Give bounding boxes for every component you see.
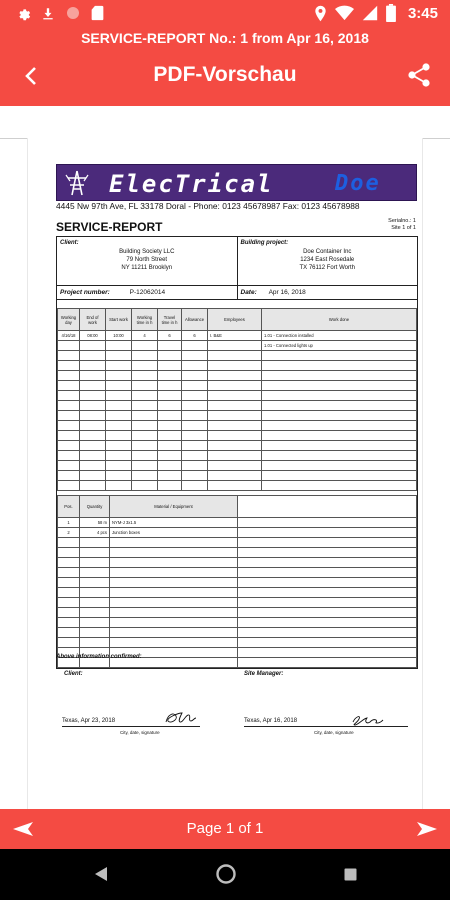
table-cell — [110, 548, 238, 558]
table-cell — [58, 461, 80, 471]
table-cell — [132, 401, 158, 411]
empty-table-row — [58, 381, 417, 391]
table-cell — [58, 598, 80, 608]
empty-table-row — [58, 461, 417, 471]
table-cell: Junction boxes — [110, 528, 238, 538]
serial-info — [388, 218, 416, 232]
table-cell — [110, 558, 238, 568]
arrow-right-icon — [416, 821, 438, 837]
work-header: Working time in h — [132, 309, 158, 331]
table-cell — [58, 411, 80, 421]
table-cell — [80, 461, 106, 471]
work-table-body — [58, 331, 417, 491]
table-cell — [262, 481, 417, 491]
work-table — [57, 308, 417, 491]
empty-table-row — [58, 588, 417, 598]
table-cell — [262, 371, 417, 381]
client-signature — [160, 708, 204, 728]
table-cell — [110, 608, 238, 618]
material-header: Pos. — [58, 496, 80, 518]
table-cell — [262, 361, 417, 371]
table-cell — [110, 638, 238, 648]
table-cell — [238, 598, 417, 608]
work-header: Travel time in h — [158, 309, 182, 331]
table-cell — [208, 371, 262, 381]
empty-table-row — [58, 471, 417, 481]
table-cell — [80, 618, 110, 628]
company-logo — [56, 164, 417, 201]
table-cell — [158, 441, 182, 451]
table-cell — [182, 371, 208, 381]
empty-table-row — [58, 391, 417, 401]
table-cell — [80, 628, 110, 638]
table-cell — [110, 598, 238, 608]
empty-table-row — [58, 568, 417, 578]
table-cell — [158, 371, 182, 381]
table-cell — [58, 618, 80, 628]
table-cell — [208, 401, 262, 411]
work-header: End of work — [80, 309, 106, 331]
table-cell — [106, 471, 132, 481]
table-cell — [182, 471, 208, 481]
table-cell — [262, 441, 417, 451]
table-cell — [182, 391, 208, 401]
table-cell — [262, 421, 417, 431]
empty-table-row — [58, 431, 417, 441]
table-cell: 6 — [158, 331, 182, 341]
table-cell — [106, 481, 132, 491]
table-cell — [182, 361, 208, 371]
empty-table-row — [58, 361, 417, 371]
table-cell — [80, 371, 106, 381]
table-cell — [58, 391, 80, 401]
table-cell — [158, 451, 182, 461]
table-cell — [158, 471, 182, 481]
table-cell — [132, 421, 158, 431]
table-cell — [58, 568, 80, 578]
confirmation-text: Above information confirmed: — [56, 654, 142, 660]
work-header: Working day — [58, 309, 80, 331]
date-label: Date: — [240, 289, 257, 296]
table-cell: 6 — [182, 331, 208, 341]
record-icon — [65, 5, 81, 21]
empty-table-row — [58, 628, 417, 638]
table-cell — [58, 381, 80, 391]
empty-table-row — [58, 548, 417, 558]
location-icon — [314, 5, 327, 22]
table-cell — [238, 578, 417, 588]
table-cell — [208, 421, 262, 431]
table-cell — [208, 341, 262, 351]
table-cell — [58, 538, 80, 548]
table-cell — [106, 461, 132, 471]
manager-signature-line — [244, 726, 408, 727]
table-cell — [262, 461, 417, 471]
next-page-button[interactable] — [416, 821, 438, 837]
electrical-tower-icon — [63, 169, 91, 197]
empty-table-row — [58, 411, 417, 421]
table-cell — [182, 461, 208, 471]
table-cell — [238, 568, 417, 578]
table-cell — [80, 391, 106, 401]
download-icon — [41, 6, 55, 21]
table-cell — [80, 538, 110, 548]
table-cell — [58, 578, 80, 588]
table-cell — [58, 638, 80, 648]
wifi-icon — [335, 5, 354, 21]
empty-table-row — [58, 351, 417, 361]
project-line: TX 76112 Fort Worth — [299, 265, 355, 271]
empty-table-row — [58, 481, 417, 491]
table-cell: 08:00 — [80, 331, 106, 341]
table-cell — [80, 421, 106, 431]
empty-table-row — [58, 451, 417, 461]
pdf-page — [27, 138, 423, 809]
client-label: Client: — [60, 240, 79, 246]
material-header: Quantity — [80, 496, 110, 518]
table-cell — [106, 411, 132, 421]
project-number-cell — [57, 286, 237, 299]
table-cell: I. B&E — [208, 331, 262, 341]
nav-recent-icon[interactable] — [344, 868, 357, 881]
empty-table-row — [58, 401, 417, 411]
client-address — [57, 248, 237, 272]
date-value: Apr 16, 2018 — [268, 289, 306, 296]
empty-table-row — [58, 371, 417, 381]
logo-text-accent: Doe — [335, 171, 381, 196]
table-cell — [182, 381, 208, 391]
project-cell — [237, 237, 418, 285]
table-cell — [132, 441, 158, 451]
table-cell — [110, 628, 238, 638]
status-icons-left — [16, 5, 104, 21]
work-header: Employees — [208, 309, 262, 331]
table-cell — [238, 528, 417, 538]
table-cell — [182, 441, 208, 451]
table-cell — [106, 341, 132, 351]
table-cell — [58, 421, 80, 431]
client-line: Building Society LLC — [119, 249, 175, 255]
table-cell — [208, 481, 262, 491]
table-cell — [208, 471, 262, 481]
client-sign-caption: City, date, signature — [120, 730, 160, 735]
page-navigation-bar — [0, 809, 450, 849]
manager-sign-date: Texas, Apr 16, 2018 — [244, 718, 298, 724]
battery-icon — [386, 4, 396, 22]
table-cell — [80, 548, 110, 558]
table-cell — [262, 391, 417, 401]
table-cell — [58, 441, 80, 451]
table-cell — [262, 451, 417, 461]
project-line: Doe Container Inc — [303, 249, 352, 255]
table-cell — [132, 431, 158, 441]
table-cell — [80, 431, 106, 441]
table-cell — [58, 588, 80, 598]
table-cell — [208, 451, 262, 461]
table-cell — [158, 411, 182, 421]
table-cell — [132, 361, 158, 371]
table-cell — [238, 608, 417, 618]
table-cell — [158, 361, 182, 371]
table-cell — [262, 411, 417, 421]
table-cell — [80, 411, 106, 421]
sd-card-icon — [91, 5, 104, 21]
table-cell — [262, 401, 417, 411]
pdf-viewer[interactable] — [0, 106, 450, 809]
table-cell — [132, 481, 158, 491]
table-cell — [208, 461, 262, 471]
table-cell — [132, 371, 158, 381]
table-cell — [182, 481, 208, 491]
table-cell — [238, 658, 417, 668]
serial-number: Serialno.: 1 — [388, 218, 416, 224]
project-label: Building project: — [240, 240, 289, 246]
table-cell — [80, 401, 106, 411]
table-cell — [80, 588, 110, 598]
table-cell — [58, 451, 80, 461]
table-cell — [158, 391, 182, 401]
table-cell: 4 pcs — [80, 528, 110, 538]
table-cell — [80, 481, 106, 491]
empty-table-row — [58, 558, 417, 568]
table-cell — [110, 588, 238, 598]
table-cell — [262, 431, 417, 441]
site-manager-label: Site Manager: — [244, 671, 284, 677]
table-cell — [58, 481, 80, 491]
table-cell: 2 — [58, 528, 80, 538]
empty-table-row — [58, 598, 417, 608]
table-cell — [80, 351, 106, 361]
share-button[interactable] — [405, 61, 433, 89]
table-cell — [208, 391, 262, 401]
client-signature-line — [62, 726, 200, 727]
table-cell — [106, 431, 132, 441]
table-cell — [106, 441, 132, 451]
table-cell — [208, 441, 262, 451]
report-subtitle: SERVICE-REPORT No.: 1 from Apr 16, 2018 — [81, 30, 369, 46]
status-icons-right — [314, 4, 438, 22]
table-cell — [80, 471, 106, 481]
table-cell — [158, 421, 182, 431]
project-number-label: Project number: — [60, 289, 110, 296]
table-cell — [106, 381, 132, 391]
table-cell — [132, 351, 158, 361]
table-cell: 10:00 — [106, 331, 132, 341]
share-icon — [405, 61, 433, 89]
address-row — [57, 237, 417, 286]
material-header-blank — [238, 496, 417, 518]
table-cell — [58, 558, 80, 568]
table-cell — [182, 411, 208, 421]
client-cell — [57, 237, 237, 285]
table-cell — [80, 361, 106, 371]
table-row — [58, 331, 417, 341]
material-table-body — [58, 518, 417, 668]
table-cell — [80, 558, 110, 568]
table-cell — [58, 401, 80, 411]
table-cell — [238, 538, 417, 548]
table-cell — [58, 608, 80, 618]
table-cell — [132, 451, 158, 461]
table-cell — [158, 481, 182, 491]
table-cell — [132, 391, 158, 401]
table-cell: 1 — [58, 518, 80, 528]
table-row — [58, 518, 417, 528]
table-cell — [110, 538, 238, 548]
signal-icon — [362, 5, 378, 21]
table-cell — [158, 381, 182, 391]
table-cell — [158, 461, 182, 471]
table-cell — [58, 471, 80, 481]
empty-table-row — [58, 578, 417, 588]
report-grid — [56, 236, 418, 669]
empty-table-row — [58, 638, 417, 648]
table-cell — [238, 558, 417, 568]
table-cell: NYM-J 3x1.5 — [110, 518, 238, 528]
empty-table-row — [58, 441, 417, 451]
table-cell — [132, 461, 158, 471]
work-header: Work done — [262, 309, 417, 331]
empty-table-row — [58, 421, 417, 431]
project-number-row — [57, 286, 417, 300]
table-cell: 58 m — [80, 518, 110, 528]
table-cell — [80, 441, 106, 451]
client-line: 79 North Street — [126, 257, 168, 263]
table-cell — [238, 638, 417, 648]
table-cell — [208, 381, 262, 391]
table-cell — [158, 351, 182, 361]
table-cell — [106, 391, 132, 401]
table-cell — [80, 638, 110, 648]
table-cell — [110, 578, 238, 588]
table-cell — [158, 401, 182, 411]
table-cell — [58, 361, 80, 371]
table-cell — [238, 588, 417, 598]
material-table-header — [58, 496, 417, 518]
table-cell: 1.01 - Connected lights up — [262, 341, 417, 351]
table-cell — [208, 411, 262, 421]
project-number-value: P-12062014 — [129, 289, 166, 296]
table-cell — [182, 351, 208, 361]
status-time: 3:45 — [407, 4, 438, 22]
table-cell — [106, 451, 132, 461]
table-cell — [106, 371, 132, 381]
client-signature-label: Client: — [64, 671, 83, 677]
table-cell — [132, 411, 158, 421]
table-row — [58, 341, 417, 351]
table-cell — [182, 421, 208, 431]
table-cell — [58, 341, 80, 351]
project-address — [238, 248, 418, 272]
document-title: SERVICE-REPORT — [56, 220, 163, 234]
table-cell — [158, 431, 182, 441]
table-cell — [132, 381, 158, 391]
table-cell — [182, 341, 208, 351]
table-cell — [80, 568, 110, 578]
company-address: 4445 Nw 97th Ave, FL 33178 Doral - Phone: 0123 45678987 Fax: 0123 45678988 — [56, 201, 360, 211]
table-cell — [262, 471, 417, 481]
nav-home-icon[interactable] — [215, 863, 237, 885]
status-bar — [0, 0, 450, 28]
material-header: Material / Equipment — [110, 496, 238, 518]
table-cell — [208, 361, 262, 371]
project-line: 1234 East Rosedale — [300, 257, 355, 263]
system-nav-bar — [0, 849, 450, 900]
table-cell — [106, 361, 132, 371]
empty-table-row — [58, 538, 417, 548]
table-cell — [80, 341, 106, 351]
table-cell — [58, 431, 80, 441]
table-cell — [110, 568, 238, 578]
date-cell — [237, 286, 418, 299]
table-cell — [262, 351, 417, 361]
table-cell — [182, 401, 208, 411]
gear-icon — [16, 6, 31, 21]
table-row — [58, 528, 417, 538]
empty-table-row — [58, 618, 417, 628]
table-cell — [80, 451, 106, 461]
table-cell — [238, 548, 417, 558]
table-cell: 4 — [132, 331, 158, 341]
site-count: Site 1 of 1 — [391, 225, 416, 231]
manager-sign-caption: City, date, signature — [314, 730, 354, 735]
table-cell — [238, 518, 417, 528]
client-sign-date: Texas, Apr 23, 2018 — [62, 718, 116, 724]
client-line: NY 11211 Brooklyn — [121, 265, 173, 271]
table-cell — [106, 401, 132, 411]
material-table — [57, 495, 417, 668]
table-cell — [208, 431, 262, 441]
logo-text: ElecTrical — [109, 170, 274, 198]
table-cell — [262, 381, 417, 391]
table-cell — [80, 381, 106, 391]
app-bar — [0, 28, 450, 106]
table-cell — [58, 548, 80, 558]
table-cell — [80, 598, 110, 608]
table-cell — [106, 351, 132, 361]
work-header: Allowance — [182, 309, 208, 331]
table-cell — [132, 341, 158, 351]
work-header: Start work — [106, 309, 132, 331]
table-cell — [238, 618, 417, 628]
table-cell — [132, 471, 158, 481]
page-indicator: Page 1 of 1 — [186, 820, 264, 837]
table-cell — [58, 351, 80, 361]
work-table-header — [58, 309, 417, 331]
table-cell — [238, 628, 417, 638]
table-cell — [80, 608, 110, 618]
table-cell — [58, 628, 80, 638]
table-cell — [208, 351, 262, 361]
table-cell — [58, 371, 80, 381]
empty-table-row — [58, 608, 417, 618]
table-cell — [158, 341, 182, 351]
grid-spacer — [57, 300, 417, 308]
table-cell: 1.01 - Connection installed — [262, 331, 417, 341]
table-cell — [80, 578, 110, 588]
nav-back-icon[interactable] — [94, 866, 108, 882]
table-cell — [106, 421, 132, 431]
table-cell — [110, 618, 238, 628]
table-cell — [182, 431, 208, 441]
table-cell — [182, 451, 208, 461]
table-cell: 4/16/18 — [58, 331, 80, 341]
table-cell — [238, 648, 417, 658]
page-title: PDF-Vorschau — [153, 63, 297, 86]
